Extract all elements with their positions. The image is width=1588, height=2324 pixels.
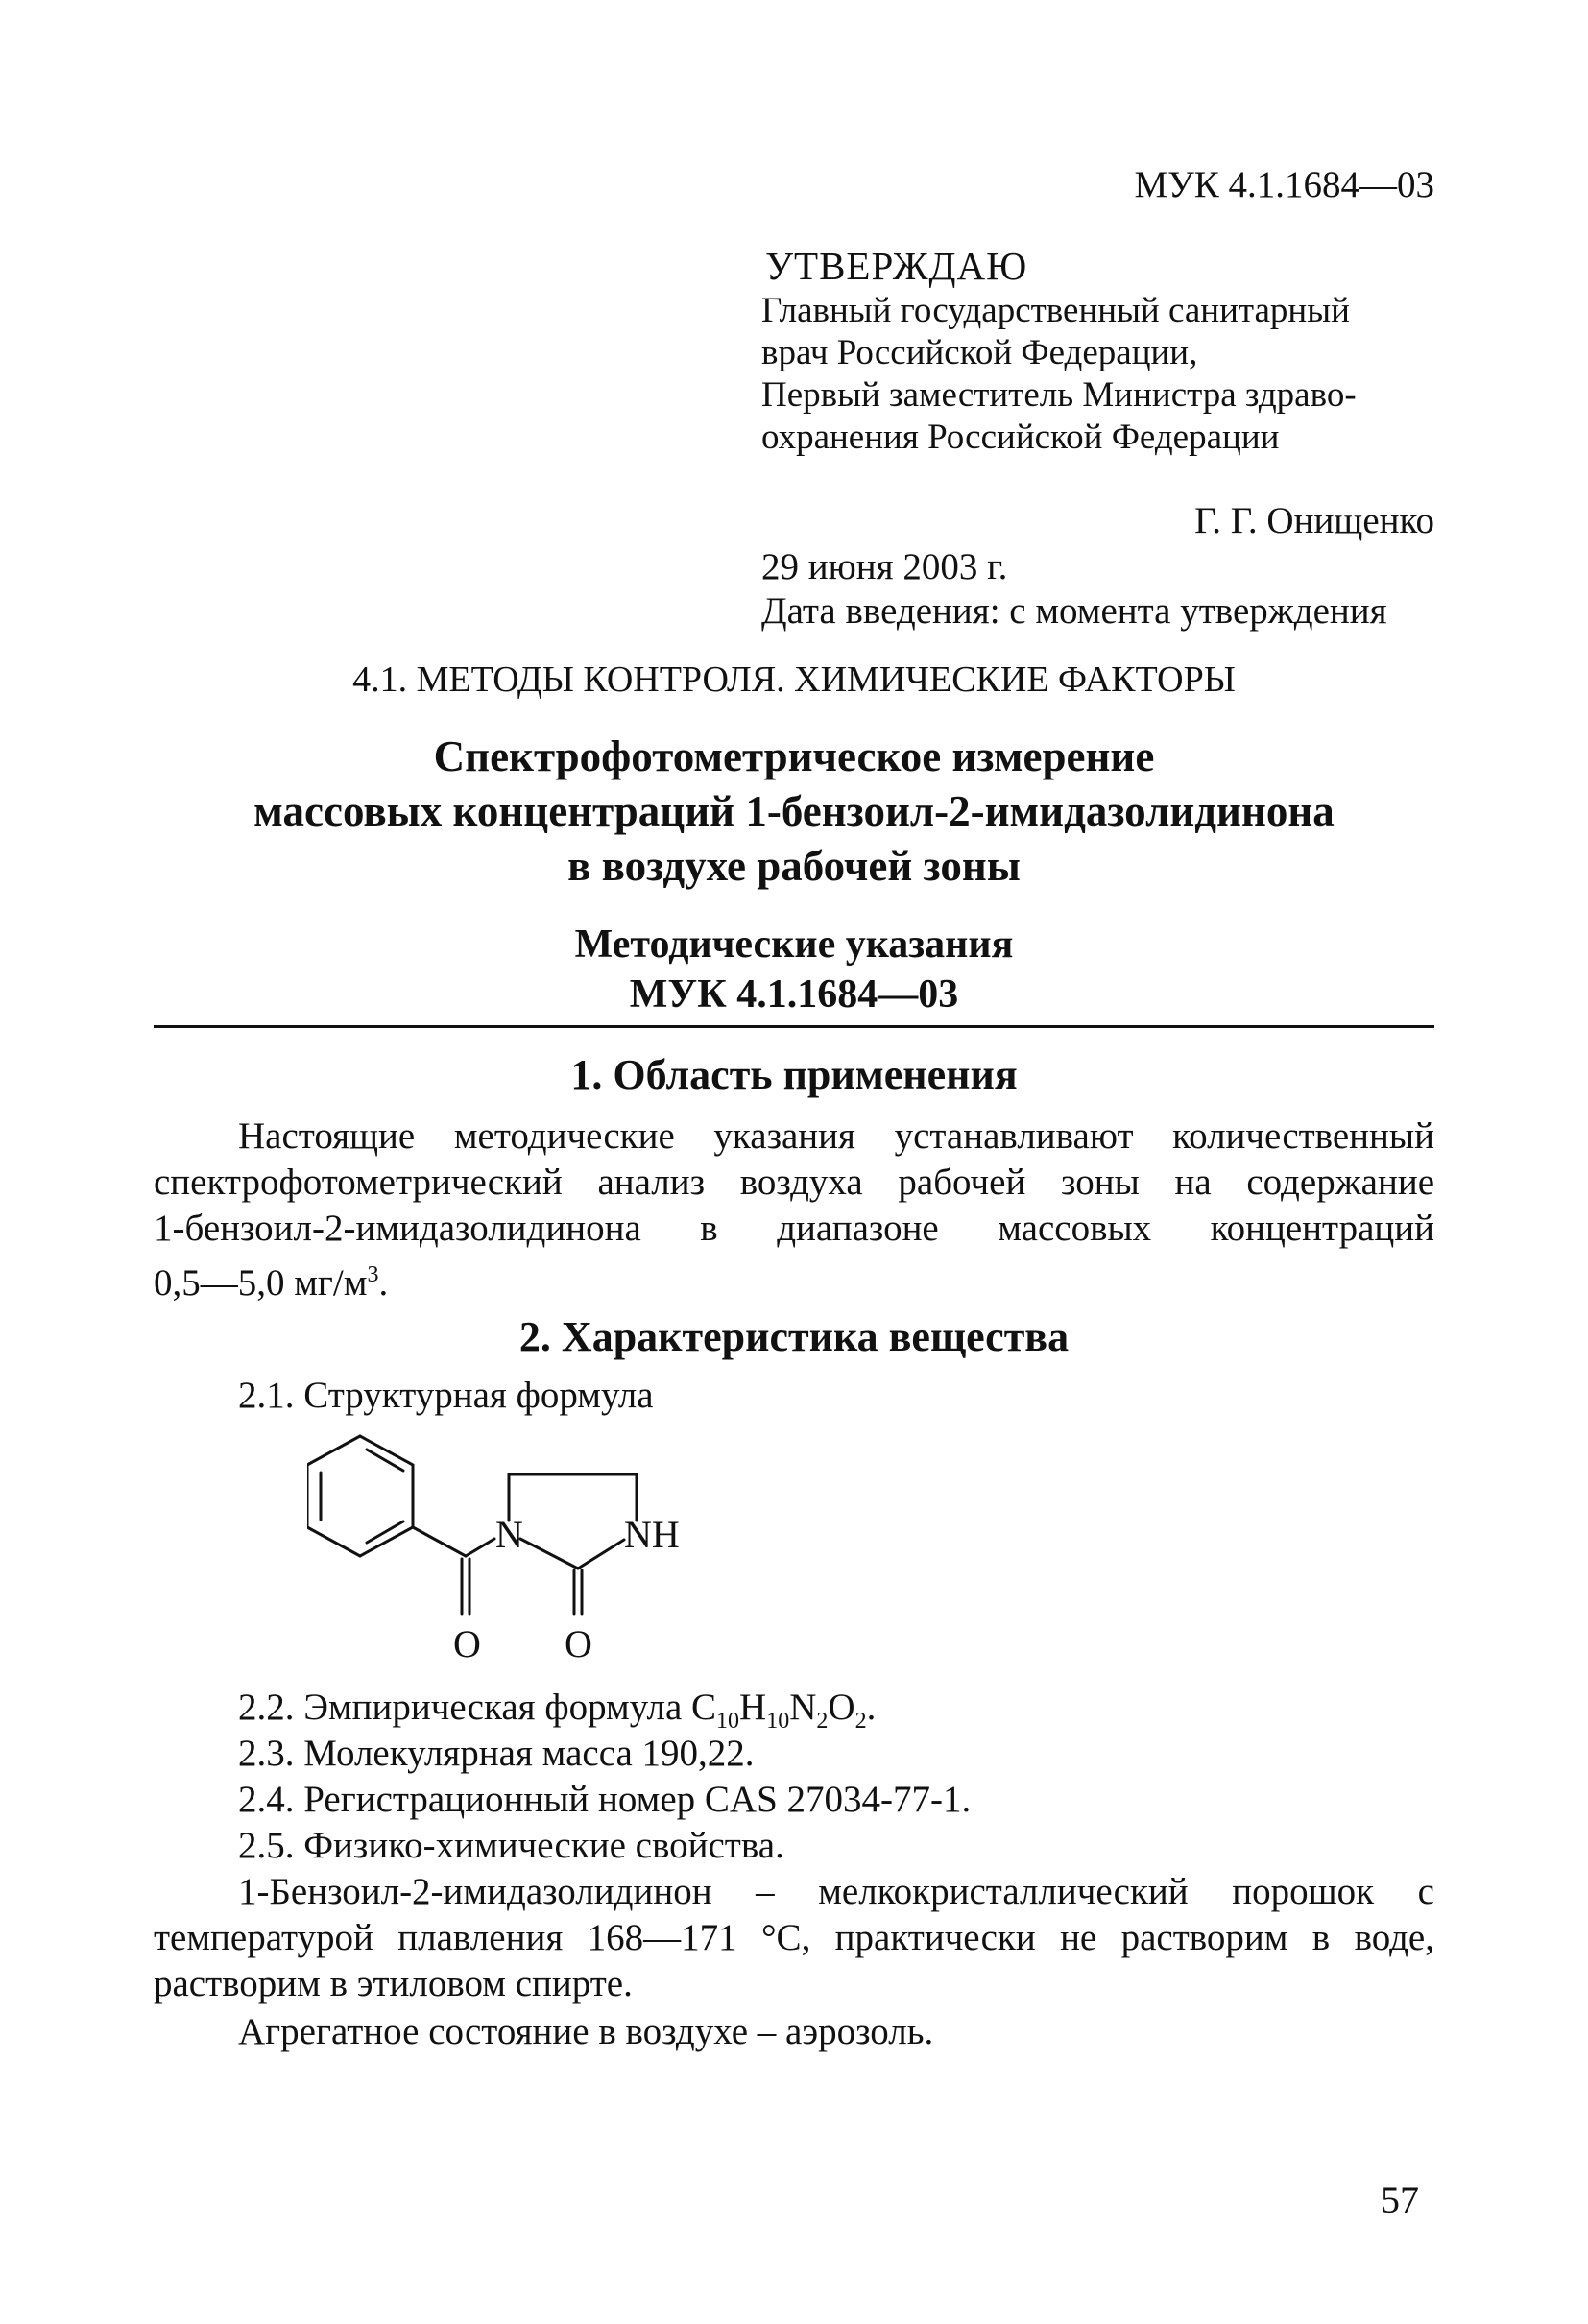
paragraph-line: спектрофотометрический анализ воздуха рабочей зоны на содержание — [154, 1162, 1434, 1203]
subtitle-line: Методические указания — [574, 922, 1014, 967]
sentence-end: . — [378, 1262, 389, 1304]
document-subtitle — [0, 920, 1588, 1019]
imidazolidine-ring-bonds — [509, 1474, 637, 1521]
title-line: в воздухе рабочей зоны — [567, 842, 1021, 890]
title-line: массовых концентраций 1-бензоил-2-имидазолидинона — [253, 787, 1335, 835]
title-line: Спектрофотометрическое измерение — [433, 732, 1155, 780]
formula-element: O — [828, 1687, 855, 1728]
oxygen-label: O — [453, 1622, 481, 1665]
approval-block — [761, 242, 1357, 459]
nitrogen-label: N — [495, 1513, 523, 1556]
section-1-heading: 1. Область применения — [570, 1051, 1018, 1098]
benzene-inner-bond — [367, 1450, 403, 1471]
section-2-heading: 2. Характеристика вещества — [518, 1313, 1070, 1360]
formula-subscript: 10 — [766, 1708, 790, 1734]
formula-element: N — [789, 1687, 817, 1728]
unit-exponent: 3 — [367, 1262, 379, 1287]
paragraph-line: растворим в этиловом спирте. — [154, 1963, 633, 2004]
bond-n-c2 — [520, 1539, 578, 1569]
oxygen-label: O — [565, 1622, 592, 1665]
item-2-5: 2.5. Физико-химические свойства. — [238, 1825, 784, 1866]
page-number: 57 — [1381, 2178, 1419, 2221]
signer-name: Г. Г. Онищенко — [1194, 500, 1434, 541]
approval-line: охранения Российской Федерации — [761, 418, 1280, 457]
formula-subscript: 2 — [854, 1708, 867, 1734]
formula-subscript: 2 — [816, 1708, 829, 1734]
nh-label: NH — [624, 1513, 680, 1556]
benzene-ring — [307, 1436, 413, 1556]
bond-c2-nh — [578, 1540, 624, 1569]
introduction-date: Дата введения: с момента утверждения — [761, 590, 1387, 632]
formula-element: H — [739, 1687, 767, 1728]
formula-end: . — [866, 1687, 877, 1728]
horizontal-rule — [154, 1025, 1434, 1028]
formula-element: C — [691, 1687, 717, 1728]
scope-paragraph — [154, 1114, 1434, 1306]
concentration-range: 0,5—5,0 мг/м — [154, 1262, 368, 1304]
item-2-3: 2.3. Молекулярная масса 190,22. — [238, 1733, 755, 1774]
formula-subscript: 10 — [716, 1708, 740, 1734]
paragraph-line: температурой плавления 168—171 °С, практически не растворим в воде, — [154, 1917, 1434, 1958]
paragraph-line: Настоящие методические указания устанавливают количественный — [238, 1115, 1434, 1157]
paragraph-line — [154, 1252, 1434, 1306]
aggregate-state: Агрегатное состояние в воздухе – аэрозоль. — [238, 2011, 934, 2052]
item-2-2-label: 2.2. Эмпирическая формула — [238, 1687, 692, 1728]
item-2-1: 2.1. Структурная формула — [238, 1375, 654, 1416]
approval-line: Главный государственный санитарный — [761, 291, 1350, 330]
approval-date: 29 июня 2003 г. — [761, 546, 1008, 587]
approval-title: УТВЕРЖДАЮ — [765, 244, 1028, 288]
empirical-formula — [691, 1687, 877, 1734]
paragraph-line: 1-Бензоил-2-имидазолидинон – мелкокристаллический порошок с — [238, 1871, 1434, 1912]
paragraph-line: 1-бензоил-2-имидазолидинона в диапазоне массовых концентраций — [154, 1208, 1434, 1249]
document-code: МУК 4.1.1684—03 — [1134, 164, 1434, 205]
approval-line: Первый заместитель Министра здраво- — [761, 375, 1357, 415]
benzene-inner-bond — [367, 1521, 403, 1543]
structural-formula — [307, 1426, 768, 1666]
section-heading: 4.1. МЕТОДЫ КОНТРОЛЯ. ХИМИЧЕСКИЕ ФАКТОРЫ — [352, 659, 1236, 700]
subtitle-line: МУК 4.1.1684—03 — [629, 972, 959, 1017]
bond-ring-carbonyl — [413, 1527, 466, 1556]
approval-line: врач Российской Федерации, — [761, 333, 1198, 372]
properties-paragraph — [154, 1869, 1434, 2007]
item-2-4: 2.4. Регистрационный номер CAS 27034-77-1. — [238, 1779, 972, 1820]
bond-carbonyl-n — [466, 1539, 494, 1556]
document-title — [0, 730, 1588, 894]
